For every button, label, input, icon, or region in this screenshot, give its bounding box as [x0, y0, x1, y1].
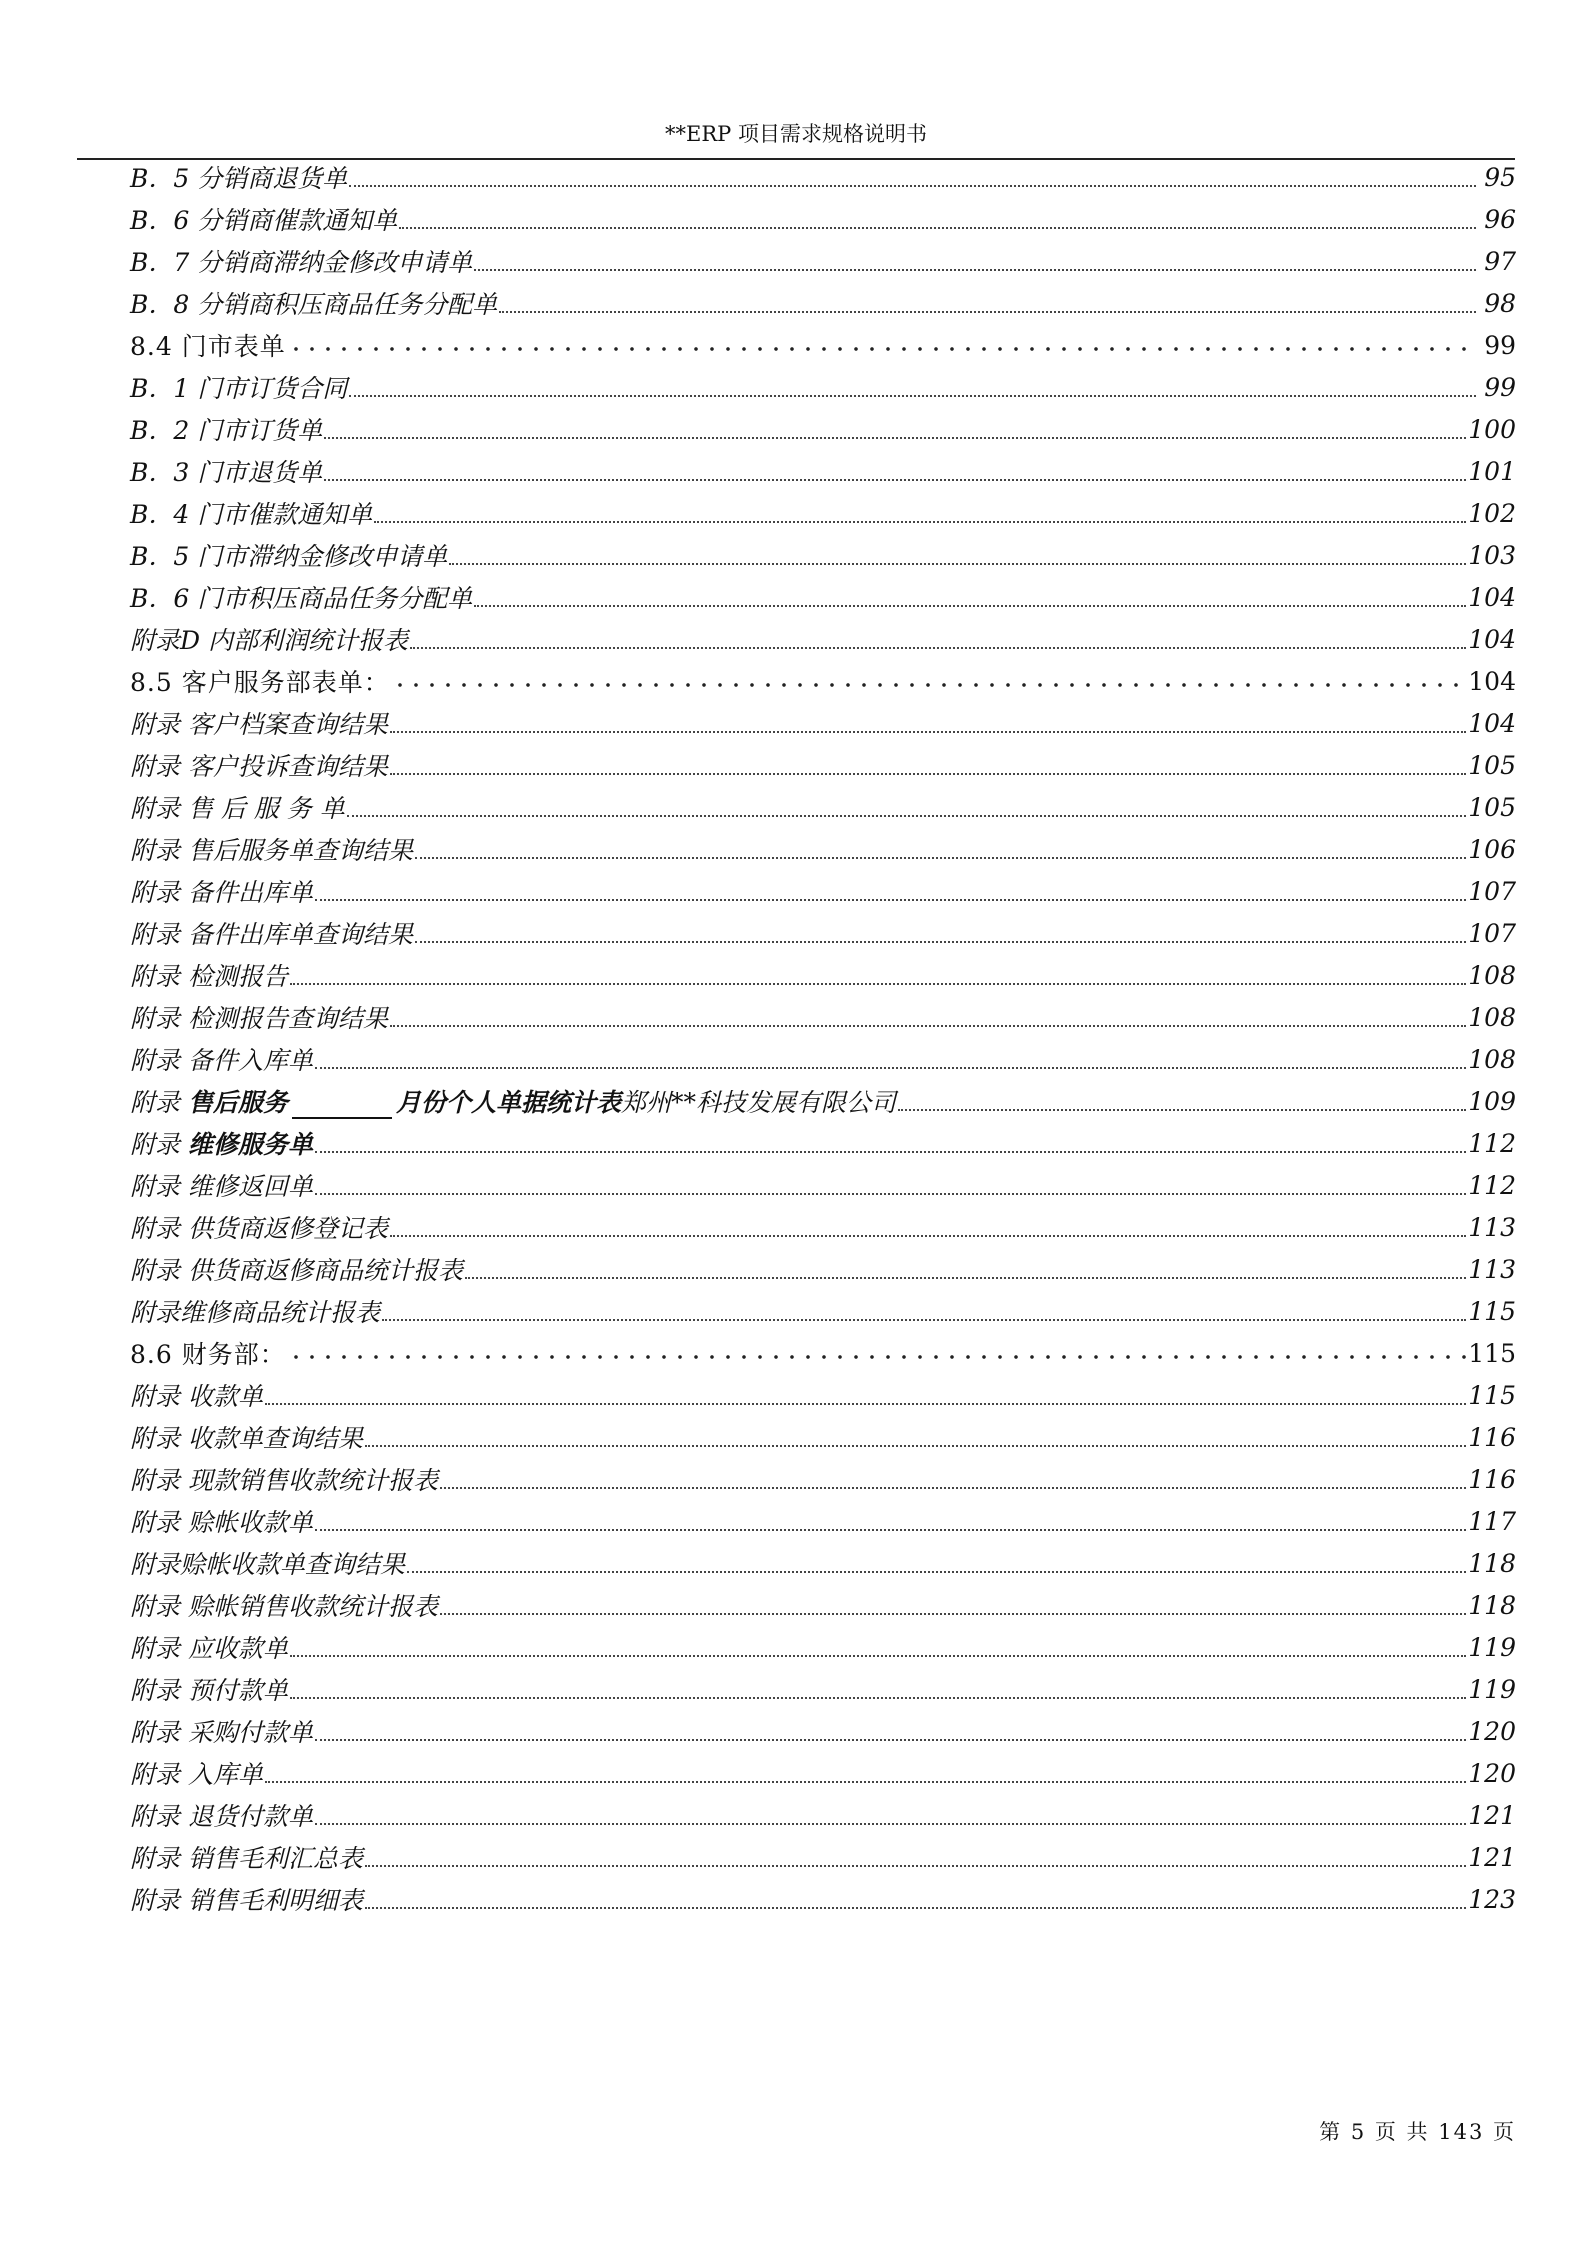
dot-leader [390, 1234, 1466, 1237]
toc-entry[interactable] [130, 954, 1516, 996]
toc-entry[interactable] [130, 1626, 1516, 1668]
toc-page-number: 121 [1468, 1842, 1516, 1872]
page-header [77, 118, 1515, 160]
toc-page-number: 113 [1468, 1254, 1516, 1284]
dot-leader [449, 562, 1466, 565]
toc-entry-title: 附录 维修返回单 [130, 1172, 313, 1201]
toc-entry[interactable] [130, 786, 1516, 828]
toc-page-number: 108 [1468, 1002, 1516, 1032]
toc-page-number: 107 [1468, 876, 1516, 906]
toc-entry[interactable] [130, 744, 1516, 786]
toc-page-number: 99 [1484, 330, 1516, 360]
toc-entry-title: 附录 备件出库单 [130, 878, 313, 907]
toc-entry-title: 附录 销售毛利明细表 [130, 1886, 363, 1915]
toc-entry[interactable] [130, 1122, 1516, 1164]
blank-underline [292, 1093, 392, 1119]
toc-entry-title: 8.6 财务部： [130, 1340, 286, 1369]
toc-entry-title: 附录 供货商返修商品统计报表 [130, 1256, 463, 1285]
toc-entry-title: 附录 收款单查询结果 [130, 1424, 363, 1453]
toc-entry-bold-part: 售后服务 [187, 1088, 288, 1117]
dot-leader [265, 1402, 1466, 1405]
toc-page-number: 120 [1468, 1716, 1516, 1746]
toc-page-number: 119 [1468, 1674, 1516, 1704]
toc-page-number: 112 [1468, 1128, 1516, 1158]
toc-entry[interactable] [130, 1794, 1516, 1836]
dot-leader [315, 1528, 1466, 1531]
toc-entry-title: 附录 客户档案查询结果 [130, 710, 388, 739]
toc-entry-title: B．7 分销商滞纳金修改申请单 [130, 248, 473, 277]
toc-entry[interactable] [130, 534, 1516, 576]
toc-entry-prefix: 附录 [130, 1088, 181, 1117]
toc-entry[interactable] [130, 1500, 1516, 1542]
toc-page-number: 104 [1468, 582, 1516, 612]
dot-leader [898, 1108, 1466, 1111]
dot-leader [410, 646, 1466, 649]
toc-page-number: 99 [1484, 372, 1516, 402]
toc-page-number: 123 [1468, 1884, 1516, 1914]
document-title: **ERP 项目需求规格说明书 [665, 122, 927, 146]
toc-entry[interactable] [130, 1542, 1516, 1584]
toc-page-number: 102 [1468, 498, 1516, 528]
dot-leader [290, 982, 1466, 985]
dot-leader [465, 1276, 1466, 1279]
dot-leader [392, 680, 1467, 690]
toc-entry-title: 附录 收款单 [130, 1382, 263, 1411]
toc-entry-title: 附录 销售毛利汇总表 [130, 1844, 363, 1873]
toc-page-number: 107 [1468, 918, 1516, 948]
dot-leader [290, 1696, 1466, 1699]
dot-leader [399, 226, 1476, 229]
dot-leader [440, 1486, 1466, 1489]
dot-leader [374, 520, 1466, 523]
toc-entry-title: 附录 备件出库单查询结果 [130, 920, 413, 949]
dot-leader [265, 1780, 1466, 1783]
dot-leader [474, 604, 1466, 607]
toc-page-number: 115 [1468, 1380, 1516, 1410]
toc-entry-title: B．1 门市订货合同 [130, 374, 348, 403]
toc-entry[interactable] [130, 282, 1516, 324]
toc-entry-title: 8.4 门市表单 [130, 332, 286, 361]
toc-page-number: 115 [1468, 1338, 1516, 1368]
table-of-contents [130, 156, 1516, 1920]
toc-page-number: 100 [1468, 414, 1516, 444]
dot-leader [407, 1570, 1466, 1573]
toc-entry[interactable] [130, 912, 1516, 954]
toc-entry[interactable] [130, 156, 1516, 198]
toc-entry[interactable] [130, 1752, 1516, 1794]
dot-leader [315, 1150, 1466, 1153]
toc-entry-title: B．4 门市催款通知单 [130, 500, 373, 529]
toc-entry[interactable] [130, 198, 1516, 240]
dot-leader [390, 730, 1466, 733]
toc-page-number: 105 [1468, 792, 1516, 822]
dot-leader [415, 856, 1466, 859]
dot-leader [290, 1654, 1466, 1657]
toc-entry[interactable] [130, 1836, 1516, 1878]
toc-entry[interactable] [130, 1164, 1516, 1206]
toc-entry-title: 附录 预付款单 [130, 1676, 288, 1705]
toc-entry[interactable] [130, 1458, 1516, 1500]
toc-page-number: 104 [1468, 624, 1516, 654]
dot-leader [499, 310, 1476, 313]
toc-page-number: 103 [1468, 540, 1516, 570]
toc-page-number: 121 [1468, 1800, 1516, 1830]
toc-entry-title: B．5 分销商退货单 [130, 164, 348, 193]
toc-entry[interactable] [130, 450, 1516, 492]
toc-page-number: 115 [1468, 1296, 1516, 1326]
toc-page-number: 119 [1468, 1632, 1516, 1662]
toc-entry-title: 附录 检测报告 [130, 962, 288, 991]
toc-page-number: 116 [1468, 1422, 1516, 1452]
dot-leader [474, 268, 1476, 271]
toc-section-entry[interactable] [130, 660, 1516, 702]
toc-entry-title [130, 1125, 313, 1161]
toc-entry-title: 附录 采购付款单 [130, 1718, 313, 1747]
toc-entry-title: 8.5 客户服务部表单： [130, 668, 390, 697]
dot-leader [288, 344, 1476, 354]
toc-entry-title: B．6 分销商催款通知单 [130, 206, 398, 235]
toc-entry[interactable] [130, 828, 1516, 870]
toc-section-entry[interactable] [130, 1332, 1516, 1374]
toc-entry-title: B．8 分销商积压商品任务分配单 [130, 290, 498, 319]
toc-entry[interactable] [130, 240, 1516, 282]
dot-leader [315, 1192, 1466, 1195]
dot-leader [365, 1864, 1466, 1867]
toc-entry[interactable] [130, 996, 1516, 1038]
dot-leader [365, 1906, 1466, 1909]
toc-entry-title: 附录 应收款单 [130, 1634, 288, 1663]
toc-entry-title: 附录赊帐收款单查询结果 [130, 1550, 406, 1579]
toc-entry-title: B．5 门市滞纳金修改申请单 [130, 542, 448, 571]
dot-leader [415, 940, 1466, 943]
toc-page-number: 112 [1468, 1170, 1516, 1200]
dot-leader [315, 1822, 1466, 1825]
dot-leader [382, 1318, 1466, 1321]
toc-entry[interactable] [130, 576, 1516, 618]
toc-entry-title: B．3 门市退货单 [130, 458, 323, 487]
dot-leader [440, 1612, 1466, 1615]
toc-entry-title: 附录 备件入库单 [130, 1046, 313, 1075]
dot-leader [315, 1066, 1466, 1069]
toc-entry[interactable] [130, 1290, 1516, 1332]
toc-entry-title: 附录 客户投诉查询结果 [130, 752, 388, 781]
toc-entry-bold-part: 月份个人单据统计表 [395, 1088, 621, 1117]
dot-leader [347, 814, 1467, 817]
toc-page-number: 98 [1484, 288, 1516, 318]
toc-entry-title: 附录 供货商返修登记表 [130, 1214, 388, 1243]
toc-entry[interactable] [130, 618, 1516, 660]
toc-page-number: 116 [1468, 1464, 1516, 1494]
toc-entry[interactable] [130, 1206, 1516, 1248]
toc-entry-title [130, 1083, 896, 1119]
toc-entry-title: 附录 入库单 [130, 1760, 263, 1789]
toc-entry-title: 附录维修商品统计报表 [130, 1298, 381, 1327]
toc-entry-title: 附录 检测报告查询结果 [130, 1004, 388, 1033]
toc-page-number: 109 [1468, 1086, 1516, 1116]
toc-entry[interactable] [130, 366, 1516, 408]
toc-entry[interactable] [130, 1416, 1516, 1458]
toc-entry-prefix: 附录 [130, 1130, 181, 1159]
toc-entry[interactable] [130, 1878, 1516, 1920]
toc-entry-title: 附录 赊帐销售收款统计报表 [130, 1592, 438, 1621]
dot-leader [390, 772, 1466, 775]
toc-page-number: 108 [1468, 960, 1516, 990]
toc-entry-title: B．2 门市订货单 [130, 416, 323, 445]
toc-entry-bold-part: 维修服务单 [187, 1130, 313, 1159]
toc-page-number: 113 [1468, 1212, 1516, 1242]
toc-entry[interactable] [130, 1080, 1516, 1122]
toc-entry[interactable] [130, 1710, 1516, 1752]
toc-entry[interactable] [130, 408, 1516, 450]
toc-entry[interactable] [130, 1584, 1516, 1626]
toc-page-number: 118 [1468, 1590, 1516, 1620]
toc-entry[interactable] [130, 702, 1516, 744]
toc-entry-title: 附录 售后服务单查询结果 [130, 836, 413, 865]
toc-page-number: 101 [1468, 456, 1516, 486]
toc-page-number: 97 [1484, 246, 1516, 276]
dot-leader [324, 436, 1466, 439]
dot-leader [390, 1024, 1466, 1027]
toc-entry[interactable] [130, 492, 1516, 534]
toc-entry-title: 附录 现款销售收款统计报表 [130, 1466, 438, 1495]
dot-leader [315, 898, 1466, 901]
toc-section-entry[interactable] [130, 324, 1516, 366]
toc-page-number: 104 [1468, 708, 1516, 738]
toc-entry[interactable] [130, 1374, 1516, 1416]
dot-leader [324, 478, 1466, 481]
dot-leader [349, 394, 1476, 397]
toc-entry-title: 附录 退货付款单 [130, 1802, 313, 1831]
toc-entry-title: 附录 售 后 服 务 单 [130, 794, 345, 823]
toc-page-number: 95 [1484, 162, 1516, 192]
toc-entry[interactable] [130, 1038, 1516, 1080]
toc-entry[interactable] [130, 1668, 1516, 1710]
toc-page-number: 108 [1468, 1044, 1516, 1074]
dot-leader [365, 1444, 1466, 1447]
dot-leader [349, 184, 1476, 187]
toc-page-number: 117 [1468, 1506, 1516, 1536]
toc-page-number: 120 [1468, 1758, 1516, 1788]
page-number: 第 5 页 共 143 页 [1319, 2120, 1516, 2144]
toc-entry-title: 附录 赊帐收款单 [130, 1508, 313, 1537]
toc-page-number: 105 [1468, 750, 1516, 780]
toc-page-number: 106 [1468, 834, 1516, 864]
page-footer [1319, 2116, 1516, 2146]
toc-entry[interactable] [130, 870, 1516, 912]
toc-page-number: 104 [1468, 666, 1516, 696]
toc-page-number: 118 [1468, 1548, 1516, 1578]
toc-entry-title: 附录D 内部利润统计报表 [130, 626, 408, 655]
toc-page-number: 96 [1484, 204, 1516, 234]
toc-entry-title: B．6 门市积压商品任务分配单 [130, 584, 473, 613]
dot-leader [315, 1738, 1466, 1741]
toc-entry-tail: 郑州**科技发展有限公司 [621, 1088, 897, 1117]
dot-leader [288, 1352, 1467, 1362]
toc-entry[interactable] [130, 1248, 1516, 1290]
